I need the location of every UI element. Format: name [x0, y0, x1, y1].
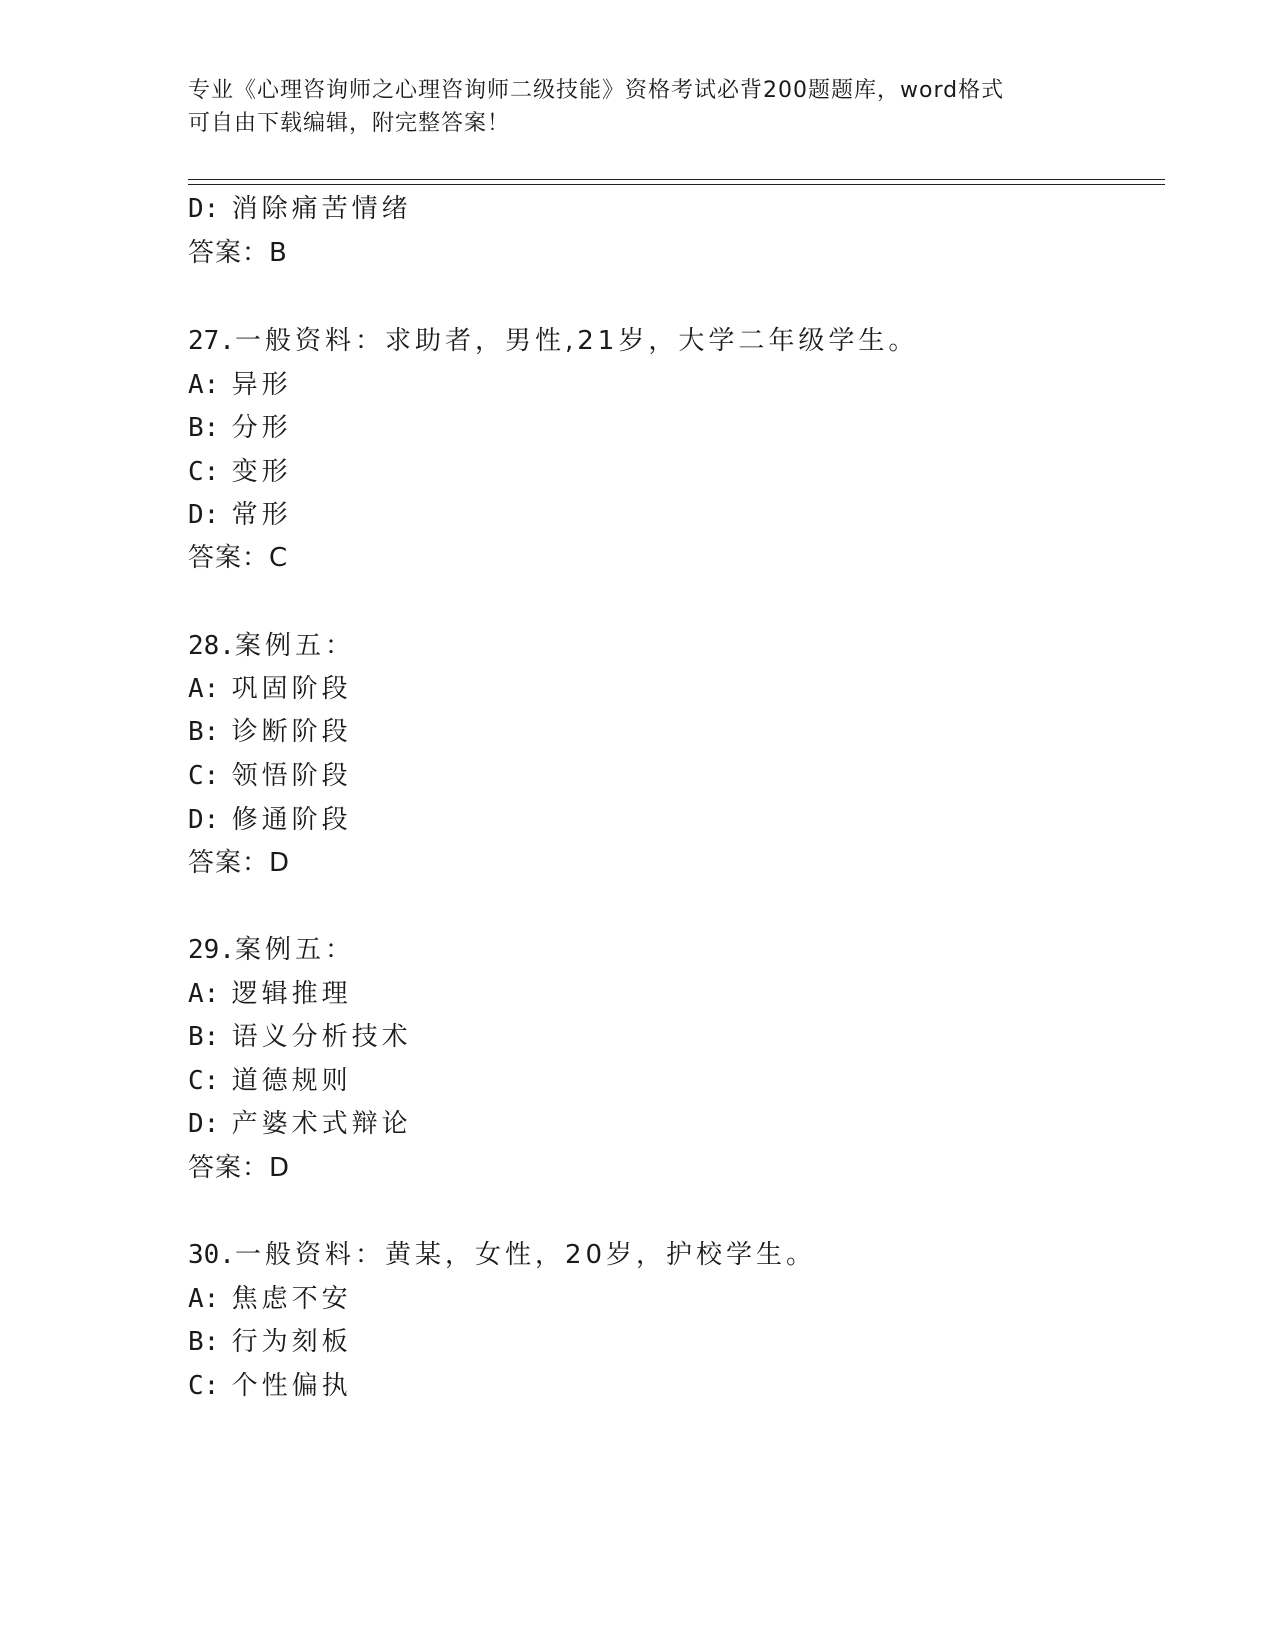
option-row: A: 焦虑不安 [188, 1284, 352, 1314]
option-row: B: 诊断阶段 [188, 717, 352, 747]
header-line-2: 可自由下载编辑，附完整答案！ [188, 111, 511, 136]
option-row: D: 修通阶段 [188, 805, 352, 835]
document-header [188, 74, 1088, 140]
option-row: C: 道德规则 [188, 1066, 352, 1096]
option-row: B: 分形 [188, 413, 292, 443]
option-row: A: 逻辑推理 [188, 979, 352, 1009]
header-divider-bottom [188, 184, 1165, 185]
header-line-1: 专业《心理咨询师之心理咨询师二级技能》资格考试必背200题题库，word格式 [188, 78, 1005, 103]
header-divider-top [188, 179, 1165, 180]
answer-row: 答案：C [188, 543, 289, 573]
option-row: B: 语义分析技术 [188, 1022, 412, 1052]
question-row: 27.一般资料：求助者，男性,21岁，大学二年级学生。 [188, 326, 919, 356]
option-row: C: 个性偏执 [188, 1371, 352, 1401]
option-row: C: 领悟阶段 [188, 761, 352, 791]
question-row: 29.案例五： [188, 935, 355, 965]
question-row: 30.一般资料：黄某，女性，20岁，护校学生。 [188, 1240, 817, 1270]
option-row: A: 异形 [188, 370, 292, 400]
question-row: 28.案例五： [188, 631, 355, 661]
option-row: B: 行为刻板 [188, 1327, 352, 1357]
option-row: D: 消除痛苦情绪 [188, 194, 412, 224]
answer-row: 答案：B [188, 238, 288, 268]
answer-row: 答案：D [188, 848, 291, 878]
option-row: D: 产婆术式辩论 [188, 1109, 412, 1139]
option-row: A: 巩固阶段 [188, 674, 352, 704]
answer-row: 答案：D [188, 1153, 291, 1183]
option-row: D: 常形 [188, 500, 292, 530]
option-row: C: 变形 [188, 457, 292, 487]
